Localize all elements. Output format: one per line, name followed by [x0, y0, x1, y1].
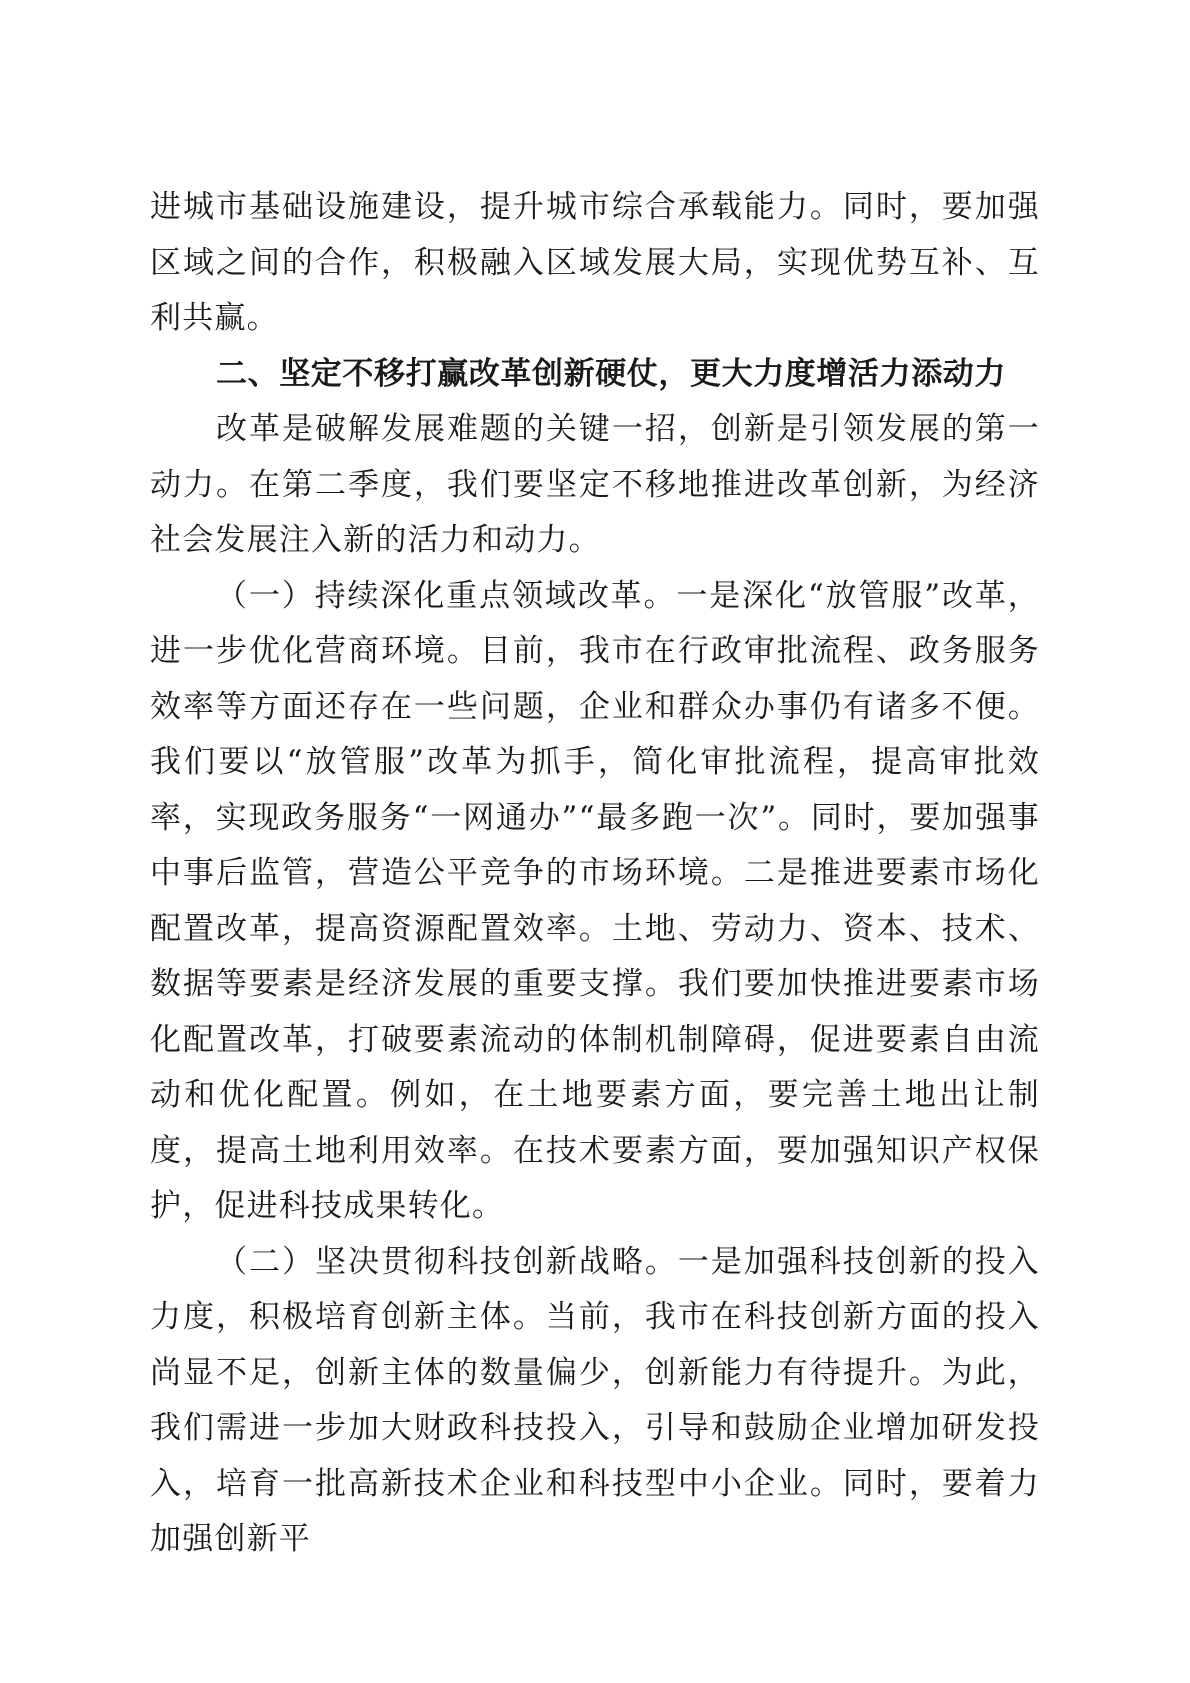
paragraph-subsection-2: （二）坚决贯彻科技创新战略。一是加强科技创新的投入力度，积极培育创新主体。当前，我市在科技创新方面的投入尚显不足，创新主体的数量偏少，创新能力有待提升。为此，我们需进一步加大财政科技投入，引导和鼓励企业增加研发投入，培育一批高新技术企业和科技型中小企业。同时，要着力加强创新平: [150, 1243, 1040, 1557]
document-body: [150, 180, 1040, 1568]
paragraph-subsection-1: （一）持续深化重点领域改革。一是深化“放管服”改革，进一步优化营商环境。目前，我市在行政审批流程、政务服务效率等方面还存在一些问题，企业和群众办事仍有诸多不便。我们要以“放管服”改革为抓手，简化审批流程，提高审批效率，实现政务服务“一网通办”“最多跑一次”。同时，要加强事中事后监管，营造公平竞争的市场环境。二是推进要素市场化配置改革，提高资源配置效率。土地、劳动力、资本、技术、数据等要素是经济发展的重要支撑。我们要加快推进要素市场化配置改革，打破要素流动的体制机制障碍，促进要素自由流动和优化配置。例如，在土地要素方面，要完善土地出让制度，提高土地利用效率。在技术要素方面，要加强知识产权保护，促进科技成果转化。: [150, 577, 1040, 1224]
paragraph-intro: 改革是破解发展难题的关键一招，创新是引领发展的第一动力。在第二季度，我们要坚定不移地推进改革创新，为经济社会发展注入新的活力和动力。: [150, 411, 1040, 558]
section-heading: 二、坚定不移打赢改革创新硬仗，更大力度增活力添动力: [216, 355, 1006, 392]
paragraph-continuation: 进城市基础设施建设，提升城市综合承载能力。同时，要加强区域之间的合作，积极融入区域发展大局，实现优势互补、互利共赢。: [150, 189, 1040, 336]
